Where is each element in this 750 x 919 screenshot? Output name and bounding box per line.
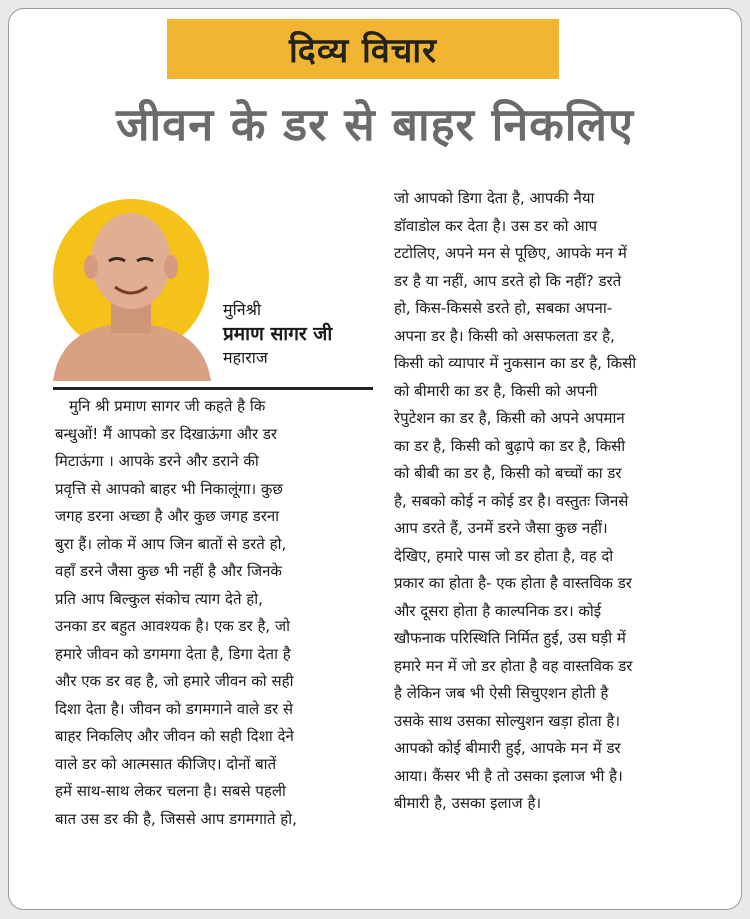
article-line: हमारे जीवन को डगमगा देता है, डिगा देता है: [55, 644, 291, 663]
article-line: मिटाऊंगा । आपके डरने और डराने की: [55, 452, 259, 470]
article-line: खौफनाक परिस्थिति निर्मित हुई, उस घड़ी में: [394, 629, 626, 647]
article-line: देखिए, हमारे पास जो डर होता है, वह दो: [394, 546, 614, 565]
article-line: है, सबको कोई न कोई डर है। वस्तुतः जिनसे: [394, 491, 629, 510]
newspaper-clipping: [8, 8, 742, 910]
article-line: का डर है, किसी को बुढ़ापे का डर है, किसी: [394, 436, 626, 455]
portrait-ear-right: [164, 255, 178, 279]
article-line: प्रति आप बिल्कुल संकोच त्याग देते हो,: [55, 589, 263, 608]
article-line: हमें साथ-साथ लेकर चलना है। सबसे पहली: [55, 782, 286, 800]
article-line: आप डरते हैं, उनमें डरने जैसा कुछ नहीं।: [394, 519, 608, 537]
article-column-right: [394, 185, 732, 818]
author-byline: [223, 299, 332, 369]
article-line: है लेकिन जब भी ऐसी सिचुएशन होती है: [394, 684, 609, 702]
article-line: हो, किस-किससे डरते हो, सबका अपना-: [394, 299, 613, 317]
article-line: बात उस डर की है, जिससे आप डगमगाते हो,: [55, 809, 297, 828]
article-line: बन्धुओं! मैं आपको डर दिखाऊंगा और डर: [55, 424, 278, 443]
article-line: डॉवाडोल कर देता है। उस डर को आप: [394, 216, 598, 235]
article-headline: जीवन के डर से बाहर निकलिए: [116, 98, 634, 151]
article-line: आया। कैंसर भी है तो उसका इलाज भी है।: [394, 766, 623, 785]
article-line: जगह डरना अच्छा है और कुछ जगह डरना: [55, 507, 280, 525]
article-line: बीमारी है, उसका इलाज है।: [394, 794, 542, 812]
portrait-head: [91, 213, 171, 309]
article-line: वाले डर को आत्मसात कीजिए। दोनों बातें: [55, 754, 277, 773]
article-line: दिशा देता है। जीवन को डगमगाने वाले डर से: [55, 699, 294, 718]
article-line: मुनि श्री प्रमाण सागर जी कहते है कि: [69, 397, 266, 415]
author-portrait: [45, 191, 215, 381]
article-line: हमारे मन में जो डर होता है वह वास्तविक डर: [394, 656, 633, 675]
portrait-ear-left: [84, 255, 98, 279]
article-line: अपना डर है। किसी को असफलता डर है,: [394, 326, 615, 345]
section-banner-label: दिव्य विचार: [288, 31, 438, 71]
article-line: को बीमारी का डर है, किसी को अपनी: [394, 381, 598, 400]
section-banner: [167, 19, 559, 79]
article-line: और एक डर वह है, जो हमारे जीवन को सही: [55, 672, 294, 690]
article-line: को बीबी का डर है, किसी को बच्चों का डर: [394, 464, 622, 482]
article-line: किसी को व्यापार में नुकसान का डर है, किसी: [394, 354, 637, 372]
article-line: बाहर निकलिए और जीवन को सही दिशा देने: [55, 727, 294, 745]
article-column-left: [55, 393, 375, 833]
article-line: उनका डर बहुत आवश्यक है। एक डर है, जो: [55, 617, 290, 635]
byline-divider: [53, 387, 373, 390]
article-line: वहाँ डरने जैसा कुछ भी नहीं है और जिनके: [55, 562, 282, 580]
author-title: महाराज: [223, 348, 268, 367]
article-line: टटोलिए, अपने मन से पूछिए, आपके मन में: [394, 244, 627, 262]
article-line: डर है या नहीं, आप डरते हो कि नहीं? डरते: [394, 271, 622, 290]
article-line: बुरा हैं। लोक में आप जिन बातों से डरते हो,: [55, 534, 287, 553]
article-line: प्रवृत्ति से आपको बाहर भी निकालूंगा। कुछ: [55, 479, 283, 498]
article-line: उसके साथ उसका सोल्युशन खड़ा होता है।: [394, 711, 621, 730]
article-line: और दूसरा होता है काल्पनिक डर। कोई: [394, 601, 602, 620]
article-line: जो आपको डिगा देता है, आपकी नैया: [394, 189, 595, 207]
author-name: प्रमाण सागर जी: [223, 323, 333, 345]
article-line: प्रकार का होता है- एक होता है वास्तविक डर: [394, 574, 632, 592]
article-line: आपको कोई बीमारी हुई, आपके मन में डर: [394, 739, 621, 757]
author-honorific: मुनिश्री: [223, 300, 262, 319]
article-line: रेपुटेशन का डर है, किसी को अपने अपमान: [394, 409, 625, 427]
